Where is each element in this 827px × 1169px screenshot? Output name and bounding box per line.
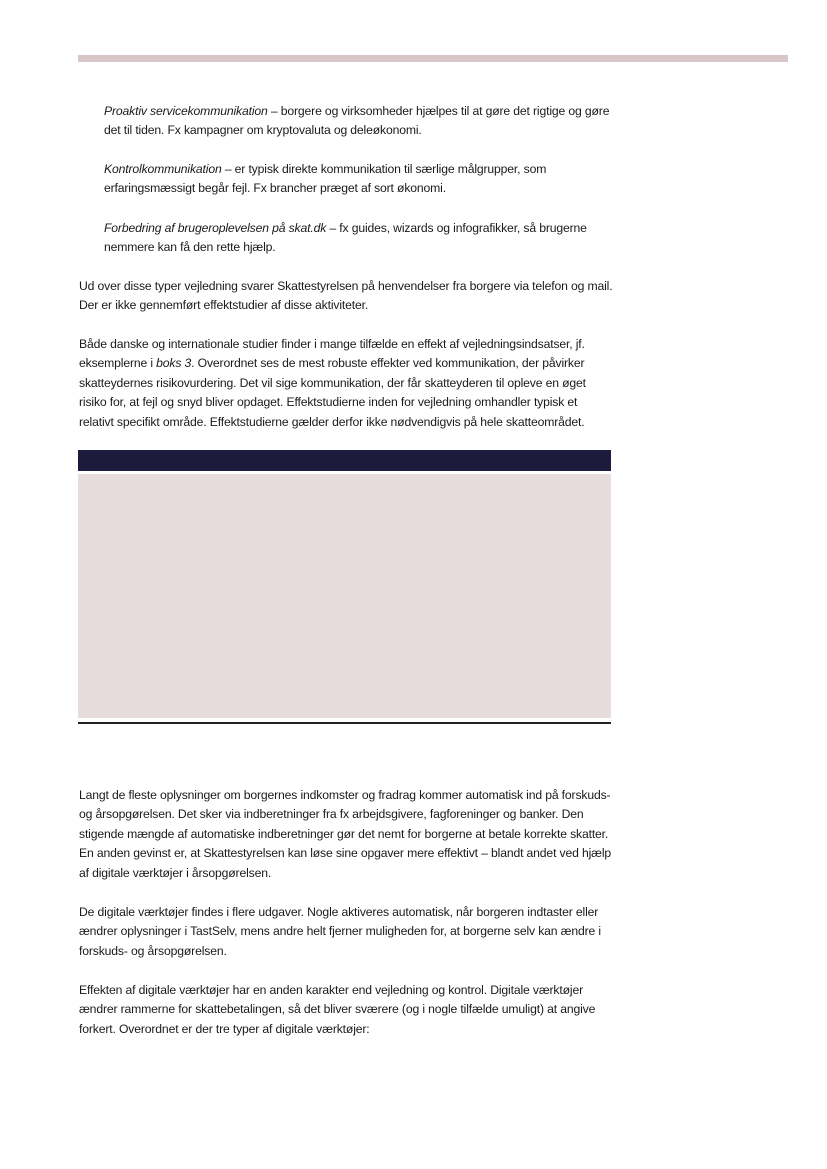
paragraph-digital-tools: De digitale værktøjer findes i flere udgaver. Nogle aktiveres automatisk, når borgeren indtaster eller ændrer oplysninger i TastSelv, mens andre helt fjerner muligheden for, at borgerne selv kan ændre i forskuds- og årsopgørelsen. (79, 905, 601, 958)
paragraph-phone-mail: Ud over disse typer vejledning svarer Skattestyrelsen på henvendelser fra borgere via telefon og mail. Der er ikke gennemført effektstudier af disse aktiviteter. (79, 279, 613, 313)
box-header-bar (78, 450, 611, 471)
bullet-text: – borgere og virksomheder hjælpes til at gøre det rigtige og gøre det til tiden. Fx kampagner om kryptovaluta og deleøkonomi. (104, 104, 610, 138)
bullet-control (104, 160, 615, 199)
box-body (78, 474, 611, 718)
box-bottom-rule (78, 722, 611, 724)
bullet-proactive (104, 102, 615, 141)
bullet-text: – er typisk direkte kommunikation til særlige målgrupper, som erfaringsmæssigt begår fejl. Fx brancher præget af sort økonomi. (104, 162, 547, 196)
header-rule (78, 55, 788, 62)
bullet-term: Proaktiv servicekommunikation (104, 104, 268, 118)
bullet-text: – fx guides, wizards og infografikker, så brugerne nemmere kan få den rette hjælp. (104, 221, 587, 255)
bullet-term: Forbedring af brugeroplevelsen på skat.dk (104, 221, 327, 235)
bullet-term: Kontrolkommunikation (104, 162, 222, 176)
paragraph-tool-effects: Effekten af digitale værktøjer har en anden karakter end vejledning og kontrol. Digitale værktøjer ændrer rammerne for skattebetalingen, så det bliver sværere (og i nogle tilfælde umuligt) at angive forkert. Overordnet er der tre typer af digitale værktøjer: (79, 983, 596, 1036)
paragraph-studies: Både danske og internationale studier finder i mange tilfælde en effekt af vejledningsindsatser, jf. eksemplerne i boks 3. Overordnet ses de mest robuste effekter ved kommunikation, der påvirker skatteydernes risikovurdering. Det vil sige kommunikation, der får skatteyderen til opleve en øget risiko for, at fejl og snyd bliver opdaget. Effektstudierne inden for vejledning omhandler typisk et relativt specifikt område. Effektstudierne gælder derfor ikke nødvendigvis på hele skatteområdet. (79, 337, 586, 429)
paragraph-automatic-reporting: Langt de fleste oplysninger om borgernes indkomster og fradrag kommer automatisk ind på forskuds- og årsopgørelsen. Det sker via indberetninger fra fx arbejdsgivere, fagforeninger og banker. Den stigende mængde af automatiske indberetninger gør det nemt for borgerne at betale korrekte skatter. En anden gevinst er, at Skattestyrelsen kan løse sine opgaver mere effektivt – blandt andet ved hjælp af digitale værktøjer i årsopgørelsen. (79, 788, 612, 880)
box-reference: boks 3 (156, 356, 192, 371)
bullet-user-experience (104, 219, 615, 258)
